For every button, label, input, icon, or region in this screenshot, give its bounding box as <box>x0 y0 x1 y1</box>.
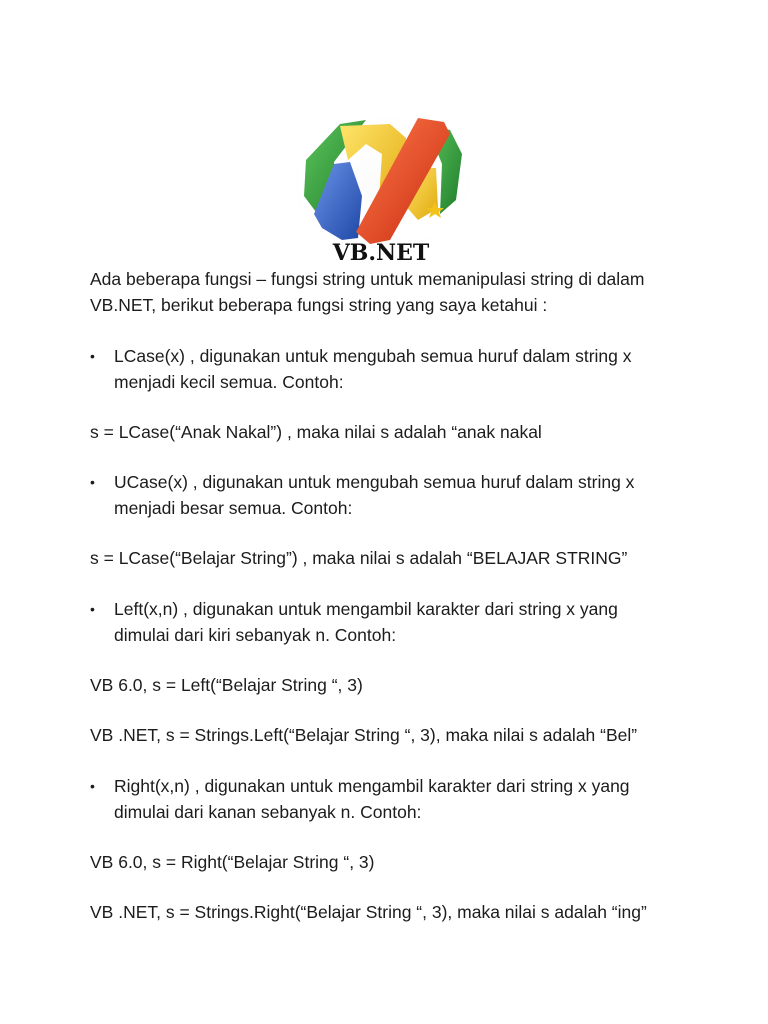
left-description-line-2: dimulai dari kiri sebanyak n. Contoh: <box>114 625 397 645</box>
vbnet-logo-graphic <box>286 104 482 266</box>
intro-line-1: Ada beberapa fungsi – fungsi string untuk memanipulasi string di dalam <box>90 269 645 289</box>
left-description-line-1: Left(x,n) , digunakan untuk mengambil karakter dari string x yang <box>114 599 618 619</box>
intro-line-2: VB.NET, berikut beberapa fungsi string yang saya ketahui : <box>90 295 548 315</box>
lcase-description-line-2: menjadi kecil semua. Contoh: <box>114 372 344 392</box>
bullet-marker: • <box>90 474 95 490</box>
right-description-line-2: dimulai dari kanan sebanyak n. Contoh: <box>114 802 422 822</box>
ucase-description-line-2: menjadi besar semua. Contoh: <box>114 498 353 518</box>
bullet-marker: • <box>90 348 95 364</box>
ucase-description-line-1: UCase(x) , digunakan untuk mengubah semua huruf dalam string x <box>114 472 635 492</box>
bullet-marker: • <box>90 778 95 794</box>
left-example-vbnet: VB .NET, s = Strings.Left(“Belajar String “, 3), maka nilai s adalah “Bel” <box>90 725 638 745</box>
ucase-example: s = LCase(“Belajar String”) , maka nilai s adalah “BELAJAR STRING” <box>90 548 628 568</box>
lcase-description-line-1: LCase(x) , digunakan untuk mengubah semua huruf dalam string x <box>114 346 632 366</box>
right-example-vb6: VB 6.0, s = Right(“Belajar String “, 3) <box>90 852 375 872</box>
right-description-line-1: Right(x,n) , digunakan untuk mengambil karakter dari string x yang <box>114 776 630 796</box>
bullet-marker: • <box>90 601 95 617</box>
logo-caption: VB.NET <box>332 240 430 266</box>
vbnet-logo <box>286 104 482 266</box>
left-example-vb6: VB 6.0, s = Left(“Belajar String “, 3) <box>90 675 363 695</box>
lcase-example: s = LCase(“Anak Nakal”) , maka nilai s adalah “anak nakal <box>90 422 542 442</box>
right-example-vbnet: VB .NET, s = Strings.Right(“Belajar String “, 3), maka nilai s adalah “ing” <box>90 902 647 922</box>
